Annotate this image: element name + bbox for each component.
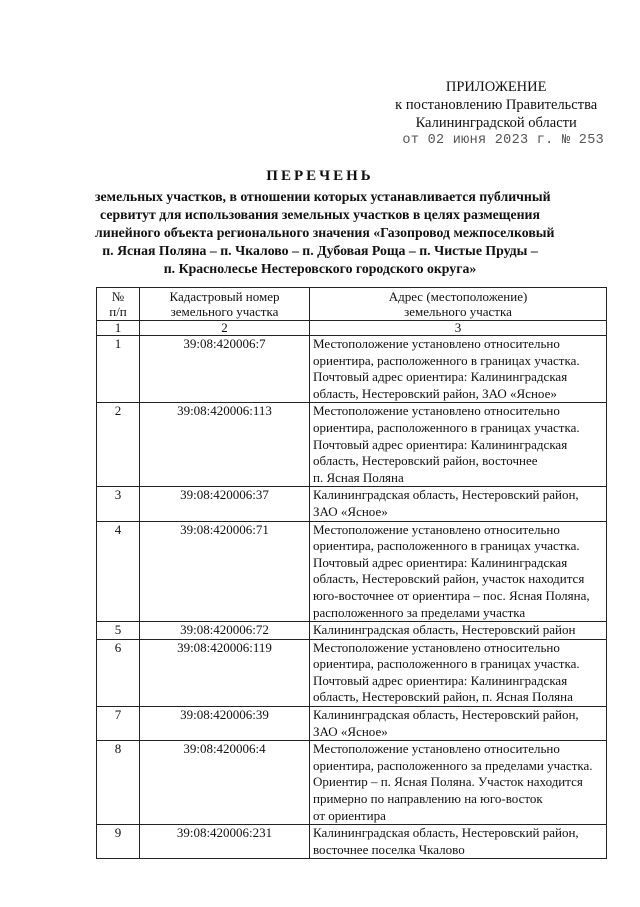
address-line: Почтовый адрес ориентира: Калининградская bbox=[313, 436, 568, 452]
cadastral-number: 39:08:420006:72 bbox=[140, 622, 310, 640]
plot-address bbox=[310, 639, 607, 706]
cadastral-number: 39:08:420006:113 bbox=[140, 403, 310, 487]
resolution-reference: к постановлению Правительства bbox=[395, 97, 598, 113]
plot-address bbox=[310, 825, 607, 859]
address-line: от ориентира bbox=[313, 807, 386, 823]
address-line: ориентира, расположенного в границах участка. bbox=[313, 656, 580, 672]
header-cadastral: Кадастровый номер земельного участка bbox=[140, 288, 310, 321]
address-line: область, Нестеровский район, п. Ясная Поляна bbox=[313, 689, 573, 705]
address-line: ориентира, расположенного в границах участка. bbox=[313, 352, 580, 368]
cadastral-number: 39:08:420006:37 bbox=[140, 487, 310, 521]
address-line: Местоположение установлено относительно bbox=[313, 336, 560, 351]
subtitle-line: линейного объекта регионального значения «Газопровод межпоселковый bbox=[95, 225, 555, 240]
column-number-row bbox=[97, 321, 607, 336]
cadastral-number: 39:08:420006:231 bbox=[140, 825, 310, 859]
cadastral-number: 39:08:420006:7 bbox=[140, 336, 310, 403]
row-number: 5 bbox=[97, 622, 140, 640]
address-line: восточнее поселка Чкалово bbox=[313, 841, 465, 857]
address-line: Калининградская область, Нестеровский район, bbox=[313, 825, 579, 841]
address-line: ориентира, расположенного за пределами участка. bbox=[313, 757, 593, 773]
plot-address bbox=[310, 336, 607, 403]
address-line: Местоположение установлено относительно bbox=[313, 403, 560, 419]
header-address: Адрес (местоположение) земельного участка bbox=[310, 288, 607, 321]
address-line: область, Нестеровский район, восточнее bbox=[313, 453, 538, 469]
address-line: ориентира, расположенного в границах участка. bbox=[313, 538, 580, 554]
row-number: 2 bbox=[97, 403, 140, 487]
address-line: Калининградская область, Нестеровский район, bbox=[313, 487, 579, 503]
table-row bbox=[97, 707, 607, 741]
header-number: № п/п bbox=[97, 288, 140, 321]
row-number: 6 bbox=[97, 639, 140, 706]
resolution-date: от 02 июня 2023 г. № 253 bbox=[402, 133, 604, 148]
address-line: Калининградская область, Нестеровский район bbox=[313, 622, 576, 638]
region-name: Калининградской области bbox=[415, 115, 577, 131]
row-number: 8 bbox=[97, 741, 140, 825]
table-row bbox=[97, 741, 607, 825]
row-number: 7 bbox=[97, 707, 140, 741]
subtitle-line: земельных участков, в отношении которых устанавливается публичный bbox=[95, 189, 551, 204]
document-subtitle bbox=[95, 188, 555, 278]
plot-address bbox=[310, 521, 607, 622]
row-number: 9 bbox=[97, 825, 140, 859]
address-line: ориентира, расположенного в границах участка. bbox=[313, 419, 580, 435]
row-number: 1 bbox=[97, 336, 140, 403]
cadastral-number: 39:08:420006:71 bbox=[140, 521, 310, 622]
plot-address bbox=[310, 403, 607, 487]
address-line: примерно по направлению на юго-восток bbox=[313, 791, 543, 807]
table-row bbox=[97, 639, 607, 706]
table-header-row bbox=[97, 288, 607, 321]
appendix-label: ПРИЛОЖЕНИЕ bbox=[445, 79, 547, 95]
address-line: Почтовый адрес ориентира: Калининградская bbox=[313, 369, 568, 385]
table-row bbox=[97, 622, 607, 640]
address-line: Местоположение установлено относительно bbox=[313, 639, 560, 655]
document-title: ПЕРЕЧЕНЬ bbox=[266, 168, 374, 184]
subtitle-line: п. Краснолесье Нестеровского городского округа» bbox=[163, 261, 477, 276]
column-number: 3 bbox=[310, 321, 607, 336]
address-line: Калининградская область, Нестеровский район, bbox=[313, 707, 579, 723]
table-row bbox=[97, 487, 607, 521]
address-line: ЗАО «Ясное» bbox=[313, 503, 388, 519]
table-row bbox=[97, 336, 607, 403]
plot-address bbox=[310, 707, 607, 741]
address-line: юго-восточнее от ориентира – пос. Ясная Поляна, bbox=[313, 587, 590, 603]
column-number: 1 bbox=[97, 321, 140, 336]
document-header bbox=[388, 78, 604, 150]
address-line: Почтовый адрес ориентира: Калининградская bbox=[313, 554, 568, 570]
address-line: ЗАО «Ясное» bbox=[313, 723, 388, 739]
address-line: область, Нестеровский район, ЗАО «Ясное» bbox=[313, 385, 557, 401]
table-row bbox=[97, 403, 607, 487]
table-row bbox=[97, 521, 607, 622]
subtitle-line: п. Ясная Поляна – п. Чкалово – п. Дубовая Роща – п. Чистые Пруды – bbox=[102, 243, 538, 258]
column-number: 2 bbox=[140, 321, 310, 336]
table-row bbox=[97, 825, 607, 859]
address-line: Местоположение установлено относительно bbox=[313, 521, 560, 537]
address-line: Ориентир – п. Ясная Поляна. Участок находится bbox=[313, 774, 583, 790]
cadastral-number: 39:08:420006:4 bbox=[140, 741, 310, 825]
plot-address bbox=[310, 487, 607, 521]
plot-address bbox=[310, 741, 607, 825]
address-line: Почтовый адрес ориентира: Калининградская bbox=[313, 672, 568, 688]
cadastral-number: 39:08:420006:119 bbox=[140, 639, 310, 706]
address-line: п. Ясная Поляна bbox=[313, 469, 404, 485]
subtitle-line: сервитут для использования земельных участков в целях размещения bbox=[100, 207, 540, 222]
address-line: Местоположение установлено относительно bbox=[313, 741, 560, 757]
plot-address bbox=[310, 622, 607, 640]
land-plots-table bbox=[96, 287, 607, 859]
row-number: 4 bbox=[97, 521, 140, 622]
address-line: область, Нестеровский район, участок находится bbox=[313, 571, 585, 587]
cadastral-number: 39:08:420006:39 bbox=[140, 707, 310, 741]
address-line: расположенного за пределами участка bbox=[313, 604, 526, 620]
row-number: 3 bbox=[97, 487, 140, 521]
